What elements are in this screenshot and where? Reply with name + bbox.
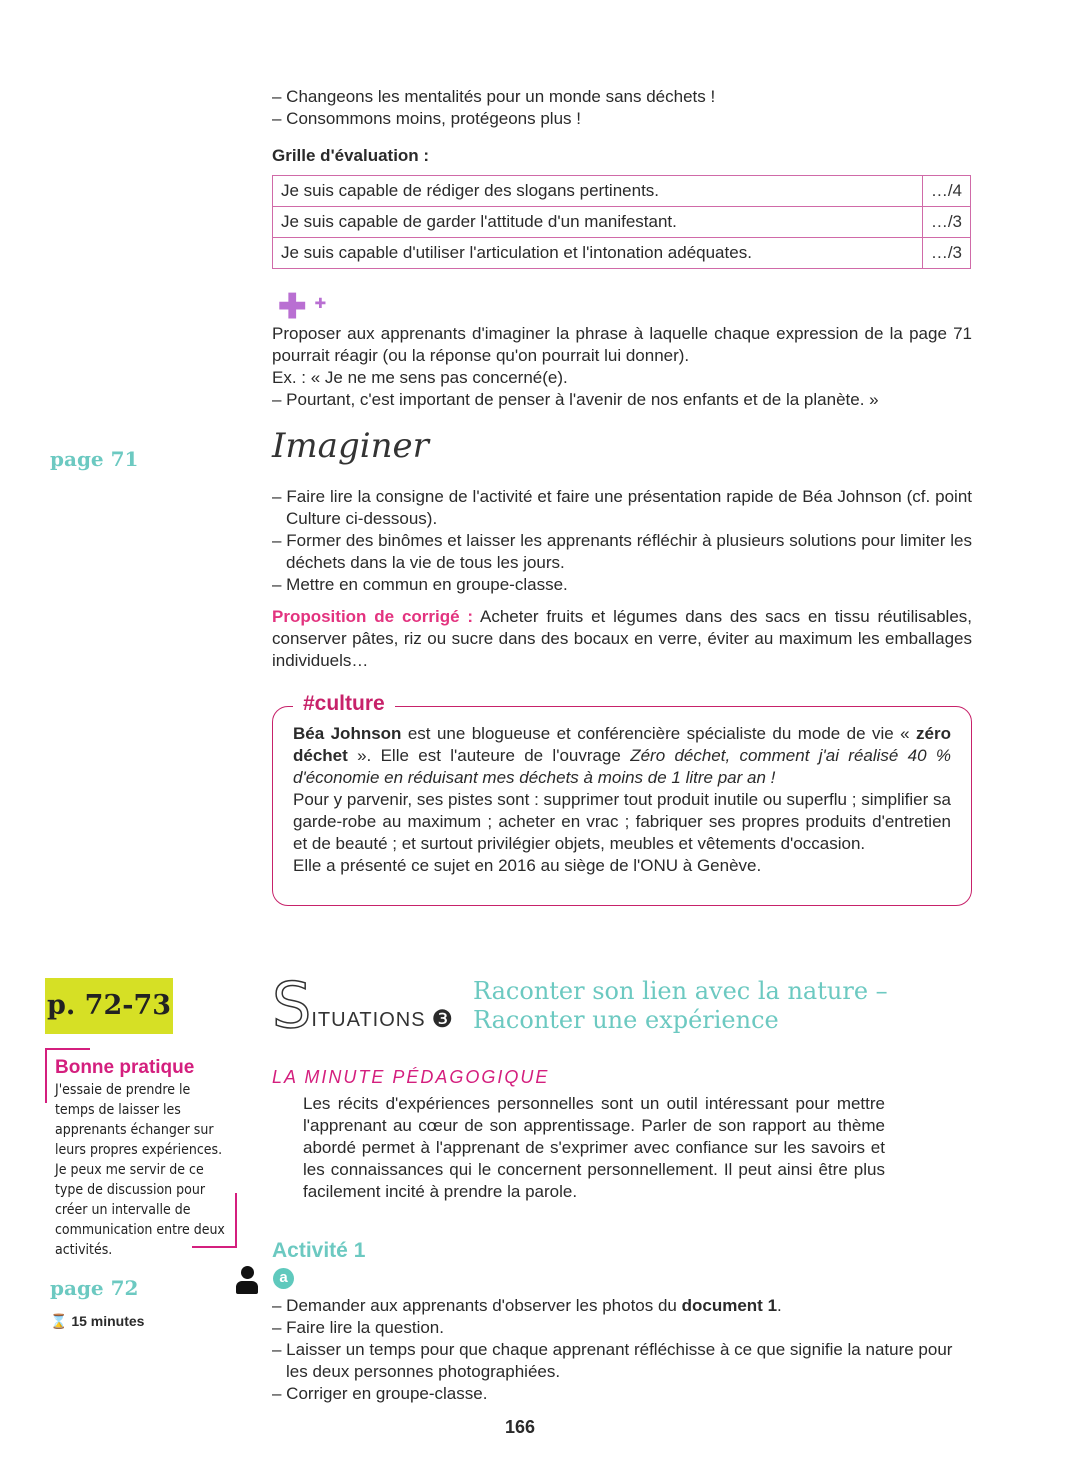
grid-table <box>272 175 971 269</box>
step: – Corriger en groupe-classe. <box>272 1384 488 1403</box>
duration-text: 15 minutes <box>71 1313 145 1329</box>
grid-title: Grille d'évaluation : <box>272 146 430 165</box>
activity-title: Activité 1 <box>272 1239 366 1262</box>
text: ». Elle est l'auteure de l'ouvrage <box>347 746 631 765</box>
subtitle-line: Raconter une expérience <box>473 1006 779 1034</box>
culture-tag: #culture <box>293 693 395 715</box>
corrige-text: Acheter fruits et légumes dans des sacs en tissu réutilisables, conserver pâtes, riz ou sucre dans des bocaux en verre, éviter au maximum les emballages individuels… <box>272 607 972 670</box>
plus-text: Proposer aux apprenants d'imaginer la phrase à laquelle chaque expression de la page 71 pourrait réagir (ou la réponse qu'on pourrait lui donner). <box>272 324 972 365</box>
slogan: – Consommons moins, protégeons plus ! <box>272 109 581 128</box>
activity-steps <box>272 1295 972 1405</box>
text: Elle a présenté ce sujet en 2016 au siège de l'ONU à Genève. <box>293 856 762 875</box>
score: …/3 <box>922 238 970 269</box>
table-row <box>273 176 971 207</box>
text: . <box>777 1296 782 1315</box>
section-title: Imaginer <box>272 426 429 466</box>
situations-subtitle <box>473 977 888 1035</box>
corrige <box>272 606 972 672</box>
minute-text: Les récits d'expériences personnelles sont un outil intéressant pour mettre l'apprenant au cœur de son apprentissage. Parler de son rapport au thème abordé permet à l'apprenant de s'exprimer avec confiance sur les savoirs et les connaissances qui le concernent personnellement. Il peut ainsi être plus facilement incité à prendre la parole. <box>303 1094 885 1201</box>
step: – Laisser un temps pour que chaque apprenant réfléchisse à ce que signifie la nature pour les deux personnes photographiées. <box>272 1340 953 1381</box>
hourglass-icon: ⌛ <box>50 1313 68 1329</box>
criterion: Je suis capable de rédiger des slogans pertinents. <box>273 176 923 207</box>
subtitle-line: Raconter son lien avec la nature – <box>473 977 888 1005</box>
bonne-pratique <box>45 1048 237 1258</box>
plus-text: Ex. : « Je ne me sens pas concerné(e). <box>272 368 568 387</box>
step: – Faire lire la consigne de l'activité et faire une présentation rapide de Béa Johnson (cf. point Culture ci-dessous). <box>272 487 972 528</box>
step <box>272 1295 972 1317</box>
plus-activity <box>272 323 972 411</box>
step: – Mettre en commun en groupe-classe. <box>272 575 568 594</box>
duration <box>50 1310 144 1332</box>
score: …/4 <box>922 176 970 207</box>
plus-icon: ✚ ✚ <box>278 288 327 326</box>
situations-title: ITUATIONS <box>311 1009 426 1031</box>
text: Pour y parvenir, ses pistes sont : supprimer tout produit inutile ou superflu ; simplifier sa garde-robe au maximum ; acheter en vrac ; fabriquer ses propres produits d'entretien et de beauté ; et surtout privilégier objets, meubles et vêtements d'occasion. <box>293 790 951 853</box>
step: – Faire lire la question. <box>272 1318 444 1337</box>
intro-slogans <box>272 86 972 130</box>
page-label: page 71 <box>50 447 139 471</box>
text: – Demander aux apprenants d'observer les photos du <box>272 1296 682 1315</box>
criterion: Je suis capable de garder l'attitude d'un manifestant. <box>273 207 923 238</box>
text: zéro déchet <box>293 724 951 765</box>
step-badge: a <box>273 1268 294 1289</box>
criterion: Je suis capable d'utiliser l'articulation et l'intonation adéquates. <box>273 238 923 269</box>
minute-title: LA MINUTE PÉDAGOGIQUE <box>272 1067 550 1087</box>
pages-badge: p. 72-73 <box>45 978 173 1034</box>
table-row <box>273 238 971 269</box>
corrige-label: Proposition de corrigé : <box>272 607 474 626</box>
drop-cap: S <box>272 969 312 1042</box>
situations-header <box>272 969 467 1042</box>
imaginer-steps <box>272 486 972 672</box>
text: document 1 <box>681 1296 778 1315</box>
score: …/3 <box>922 207 970 238</box>
step: – Former des binômes et laisser les apprenants réfléchir à plusieurs solutions pour limiter les déchets dans la vie de tous les jours. <box>272 531 972 572</box>
plus-text: – Pourtant, c'est important de penser à l'avenir de nos enfants et de la planète. » <box>272 390 879 409</box>
individual-icon <box>236 1266 258 1294</box>
bonne-text: J'essaie de prendre le temps de laisser les apprenants échanger sur leurs propres expériences. Je peux me servir de ce type de discussion pour créer un intervalle de communication entre deux activités. <box>55 1082 225 1258</box>
number-icon: ❸ <box>431 1006 454 1033</box>
book-title: Zéro déchet, comment j'ai réalisé 40 % d'économie en réduisant mes déchets à moins de 1 litre par an ! <box>293 746 952 787</box>
bonne-title: Bonne pratique <box>55 1057 195 1078</box>
page-number: 166 <box>504 1417 536 1437</box>
slogan: – Changeons les mentalités pour un monde sans déchets ! <box>272 87 716 106</box>
text: est une blogueuse et conférencière spécialiste du mode de vie « <box>401 724 917 743</box>
culture-box <box>272 692 972 906</box>
page-label: page 72 <box>50 1276 139 1300</box>
table-row <box>273 207 971 238</box>
person-name: Béa Johnson <box>293 724 402 743</box>
evaluation-grid <box>272 145 972 269</box>
